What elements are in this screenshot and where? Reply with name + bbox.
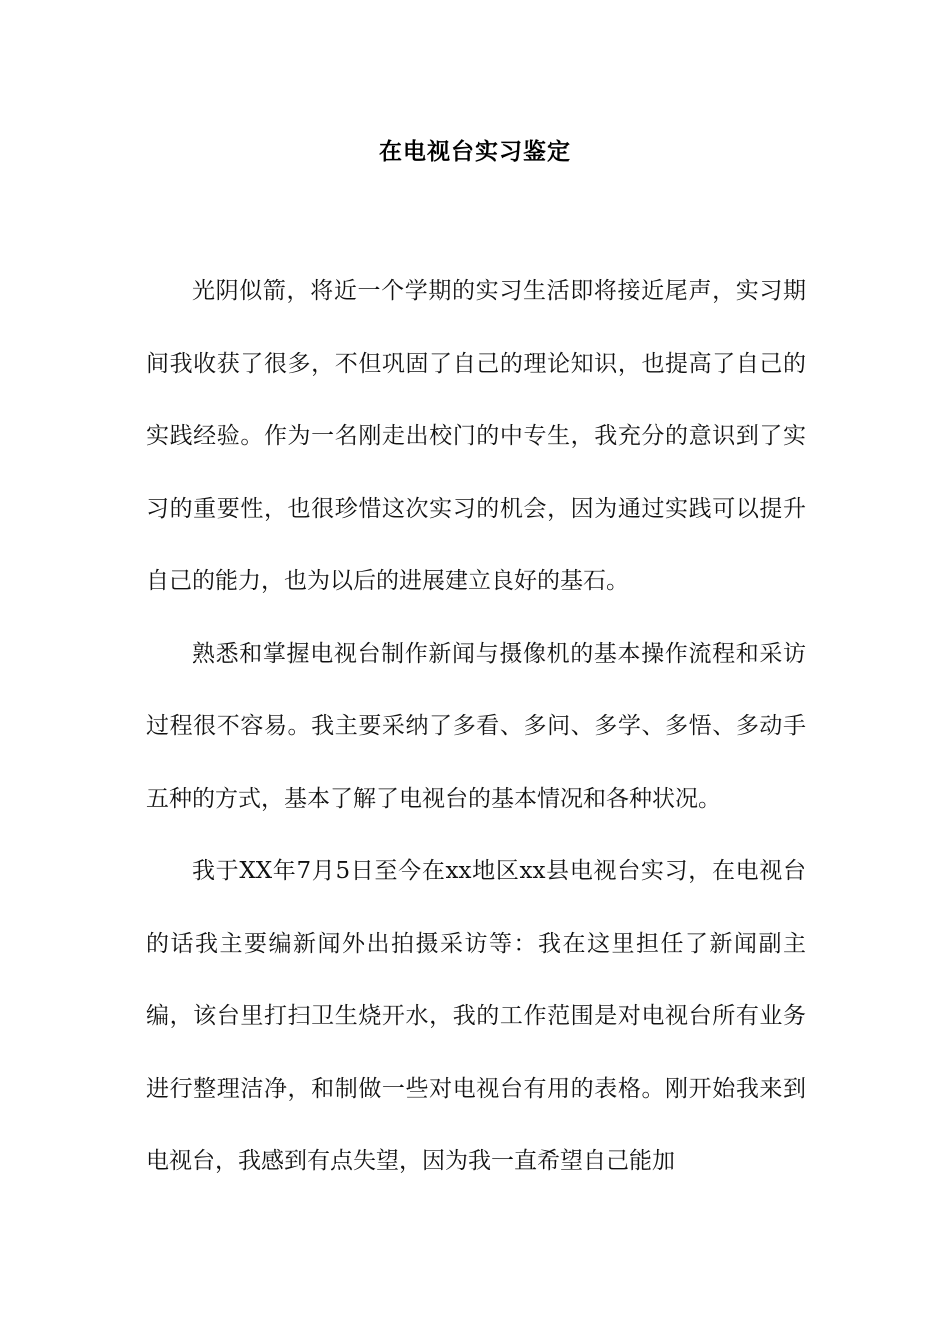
paragraph-1: 光阴似箭，将近一个学期的实习生活即将接近尾声，实习期间我收获了很多，不但巩固了自己的理论知识，也提高了自己的实践经验。作为一名刚走出校门的中专生，我充分的意识到了实习的重要性，也很珍惜这次实习的机会，因为通过实践可以提升自己的能力，也为以后的进展建立良好的基石。	[146, 278, 806, 594]
paragraph-2: 熟悉和掌握电视台制作新闻与摄像机的基本操作流程和采访过程很不容易。我主要采纳了多看、多问、多学、多悟、多动手五种的方式，基本了解了电视台的基本情况和各种状况。	[146, 640, 806, 812]
document-body	[146, 255, 806, 1198]
paragraph-3: 我于XX年7月5日至今在xx地区xx县电视台实习，在电视台的话我主要编新闻外出拍摄采访等：我在这里担任了新闻副主编，该台里打扫卫生烧开水，我的工作范围是对电视台所有业务进行整理洁净，和制做一些对电视台有用的表格。刚开始我来到电视台，我感到有点失望，因为我一直希望自己能加	[146, 858, 806, 1174]
document-title: 在电视台实习鉴定	[379, 138, 571, 165]
